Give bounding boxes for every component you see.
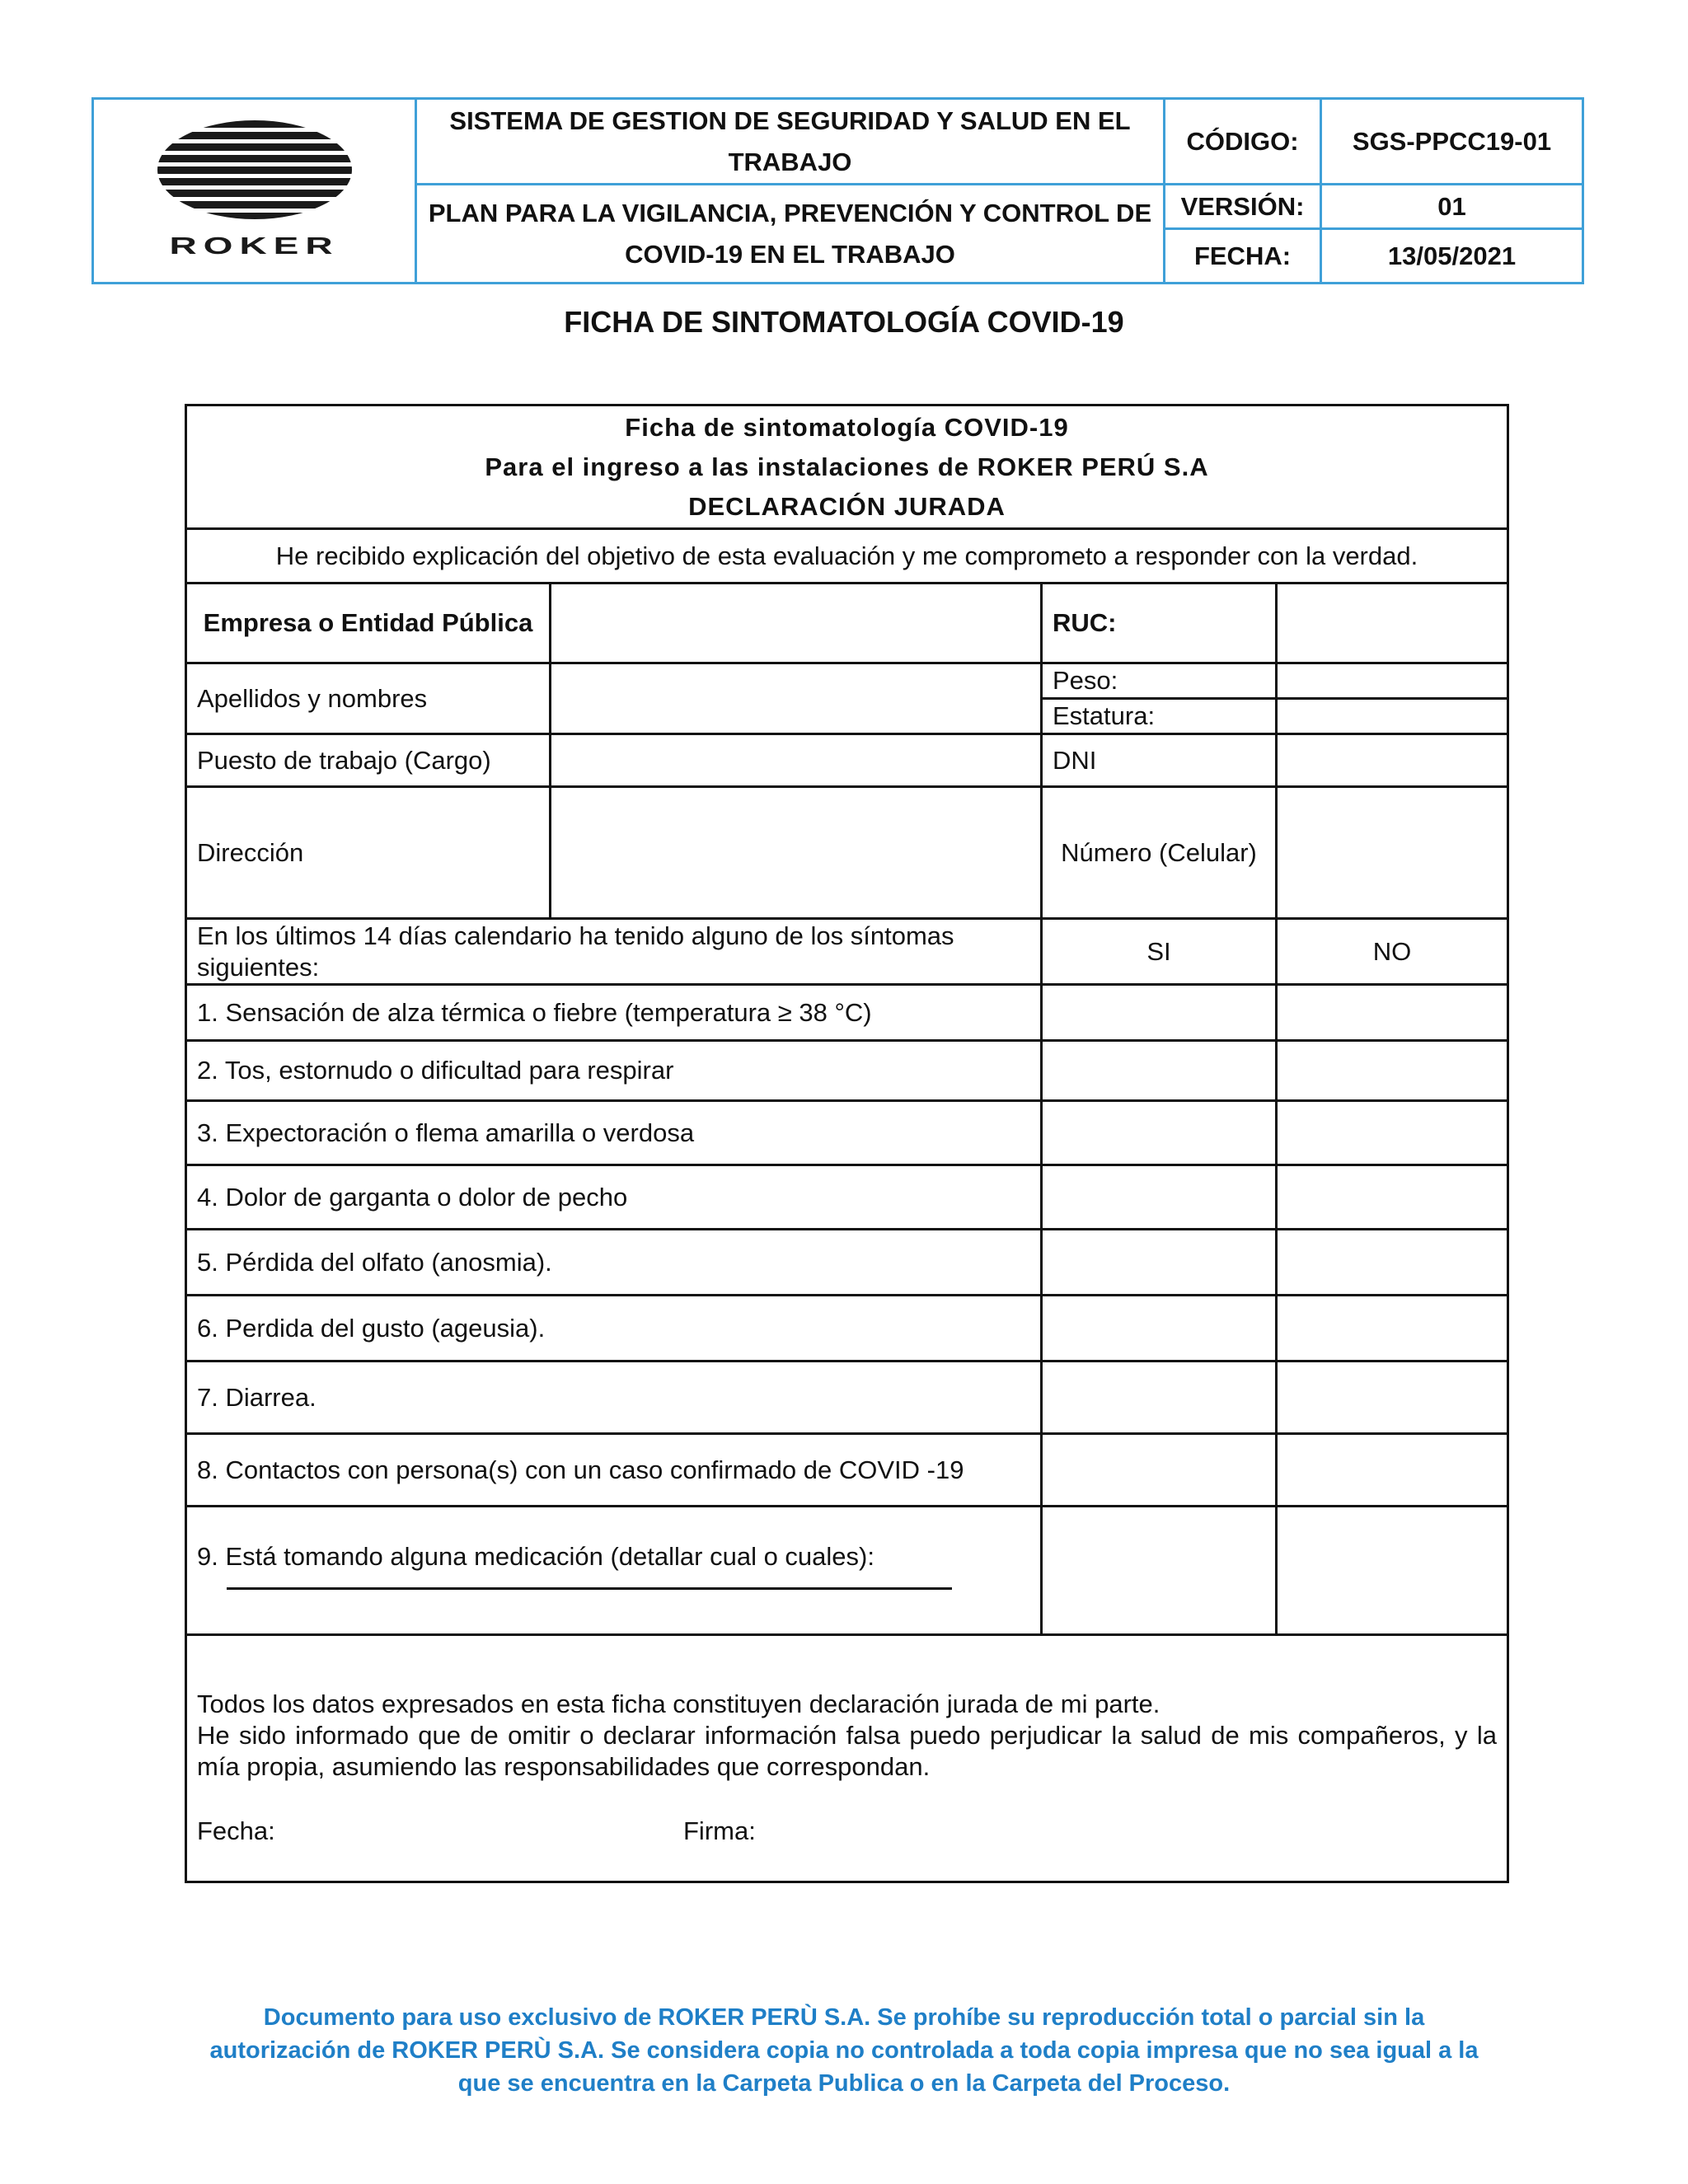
symptom-2: 2. Tos, estornudo o dificultad para respirar — [186, 1041, 1042, 1101]
symptom-9-yes[interactable] — [1042, 1507, 1277, 1635]
code-value: SGS-PPCC19-01 — [1321, 99, 1583, 185]
company-label: Empresa o Entidad Pública — [186, 583, 551, 663]
date-label: FECHA: — [1165, 229, 1321, 284]
footer-notice: Documento para uso exclusivo de ROKER PERÙ S.A. Se prohíbe su reproducción total o parcial sin la autorización de ROKER PERÙ S.A. Se considera copia no controlada a toda copia impresa que no sea igual a la que se encuentra en la Carpeta Publica o en la Carpeta del Proceso. — [209, 2004, 1479, 2097]
logo-emblem-icon — [157, 120, 352, 219]
version-value: 01 — [1321, 185, 1583, 229]
symptom-7: 7. Diarrea. — [186, 1361, 1042, 1434]
symptom-1-yes[interactable] — [1042, 985, 1277, 1041]
phone-label: Número (Celular) — [1042, 787, 1277, 919]
symptom-6-yes[interactable] — [1042, 1296, 1277, 1361]
symptom-2-yes[interactable] — [1042, 1041, 1277, 1101]
logo-cell — [93, 99, 416, 284]
dni-field[interactable] — [1277, 734, 1508, 787]
symptoms-question: En los últimos 14 días calendario ha tenido alguno de los síntomas siguientes: — [186, 919, 1042, 985]
ruc-field[interactable] — [1277, 583, 1508, 663]
company-field[interactable] — [551, 583, 1042, 663]
declaration-cell — [186, 1635, 1508, 1882]
dni-label: DNI — [1042, 734, 1277, 787]
symptom-form — [185, 404, 1509, 1883]
page-title: FICHA DE SINTOMATOLOGÍA COVID-19 — [564, 305, 1124, 339]
address-label: Dirección — [186, 787, 551, 919]
declaration-2: He sido informado que de omitir o declarar información falsa puedo perjudicar la salud de mis compañeros, y la mía propia, asumiendo las responsabilidades que correspondan. — [197, 1721, 1497, 1781]
symptom-3-yes[interactable] — [1042, 1101, 1277, 1165]
symptom-5: 5. Pérdida del olfato (anosmia). — [186, 1230, 1042, 1296]
symptom-8-yes[interactable] — [1042, 1434, 1277, 1507]
symptom-1: 1. Sensación de alza térmica o fiebre (temperatura ≥ 38 °C) — [186, 985, 1042, 1041]
symptom-6-no[interactable] — [1277, 1296, 1508, 1361]
symptom-6: 6. Perdida del gusto (ageusia). — [186, 1296, 1042, 1361]
sign-date-label: Fecha: — [197, 1816, 275, 1845]
symptom-3-no[interactable] — [1277, 1101, 1508, 1165]
ruc-label: RUC: — [1042, 583, 1277, 663]
form-heading-3: DECLARACIÓN JURADA — [688, 491, 1006, 521]
logo-text: ROKER — [169, 232, 340, 259]
system-title: SISTEMA DE GESTION DE SEGURIDAD Y SALUD EN EL TRABAJO — [416, 99, 1165, 185]
names-field[interactable] — [551, 663, 1042, 734]
form-heading — [186, 405, 1508, 529]
declaration-1: Todos los datos expresados en esta ficha constituyen declaración jurada de mi parte. — [197, 1690, 1160, 1718]
phone-field[interactable] — [1277, 787, 1508, 919]
symptom-5-no[interactable] — [1277, 1230, 1508, 1296]
date-value: 13/05/2021 — [1321, 229, 1583, 284]
height-label: Estatura: — [1042, 699, 1277, 734]
symptom-9: 9. Está tomando alguna medicación (detallar cual o cuales): — [197, 1542, 874, 1571]
symptom-9-no[interactable] — [1277, 1507, 1508, 1635]
symptom-7-yes[interactable] — [1042, 1361, 1277, 1434]
symptom-3: 3. Expectoración o flema amarilla o verdosa — [186, 1101, 1042, 1165]
form-heading-2: Para el ingreso a las instalaciones de ROKER PERÚ S.A — [485, 452, 1209, 481]
position-field[interactable] — [551, 734, 1042, 787]
code-label: CÓDIGO: — [1165, 99, 1321, 185]
symptom-1-no[interactable] — [1277, 985, 1508, 1041]
no-header: NO — [1277, 919, 1508, 985]
symptom-2-no[interactable] — [1277, 1041, 1508, 1101]
names-label: Apellidos y nombres — [186, 663, 551, 734]
symptom-9-cell — [186, 1507, 1042, 1635]
symptom-8-no[interactable] — [1277, 1434, 1508, 1507]
address-field[interactable] — [551, 787, 1042, 919]
version-label: VERSIÓN: — [1165, 185, 1321, 229]
symptom-4-no[interactable] — [1277, 1165, 1508, 1230]
document-header — [91, 97, 1584, 284]
signature-row — [197, 1816, 1497, 1847]
medication-detail-line[interactable] — [227, 1579, 952, 1590]
form-heading-1: Ficha de sintomatología COVID-19 — [625, 412, 1069, 442]
symptom-5-yes[interactable] — [1042, 1230, 1277, 1296]
weight-label: Peso: — [1042, 663, 1277, 699]
roker-logo — [139, 120, 370, 262]
weight-field[interactable] — [1277, 663, 1508, 699]
yes-header: SI — [1042, 919, 1277, 985]
signature-label: Firma: — [683, 1816, 756, 1845]
symptom-8: 8. Contactos con persona(s) con un caso confirmado de COVID -19 — [186, 1434, 1042, 1507]
intro-text: He recibido explicación del objetivo de esta evaluación y me comprometo a responder con la verdad. — [186, 529, 1508, 583]
plan-title: PLAN PARA LA VIGILANCIA, PREVENCIÓN Y CONTROL DE COVID-19 EN EL TRABAJO — [416, 185, 1165, 284]
symptom-7-no[interactable] — [1277, 1361, 1508, 1434]
symptom-4-yes[interactable] — [1042, 1165, 1277, 1230]
position-label: Puesto de trabajo (Cargo) — [186, 734, 551, 787]
symptom-4: 4. Dolor de garganta o dolor de pecho — [186, 1165, 1042, 1230]
height-field[interactable] — [1277, 699, 1508, 734]
